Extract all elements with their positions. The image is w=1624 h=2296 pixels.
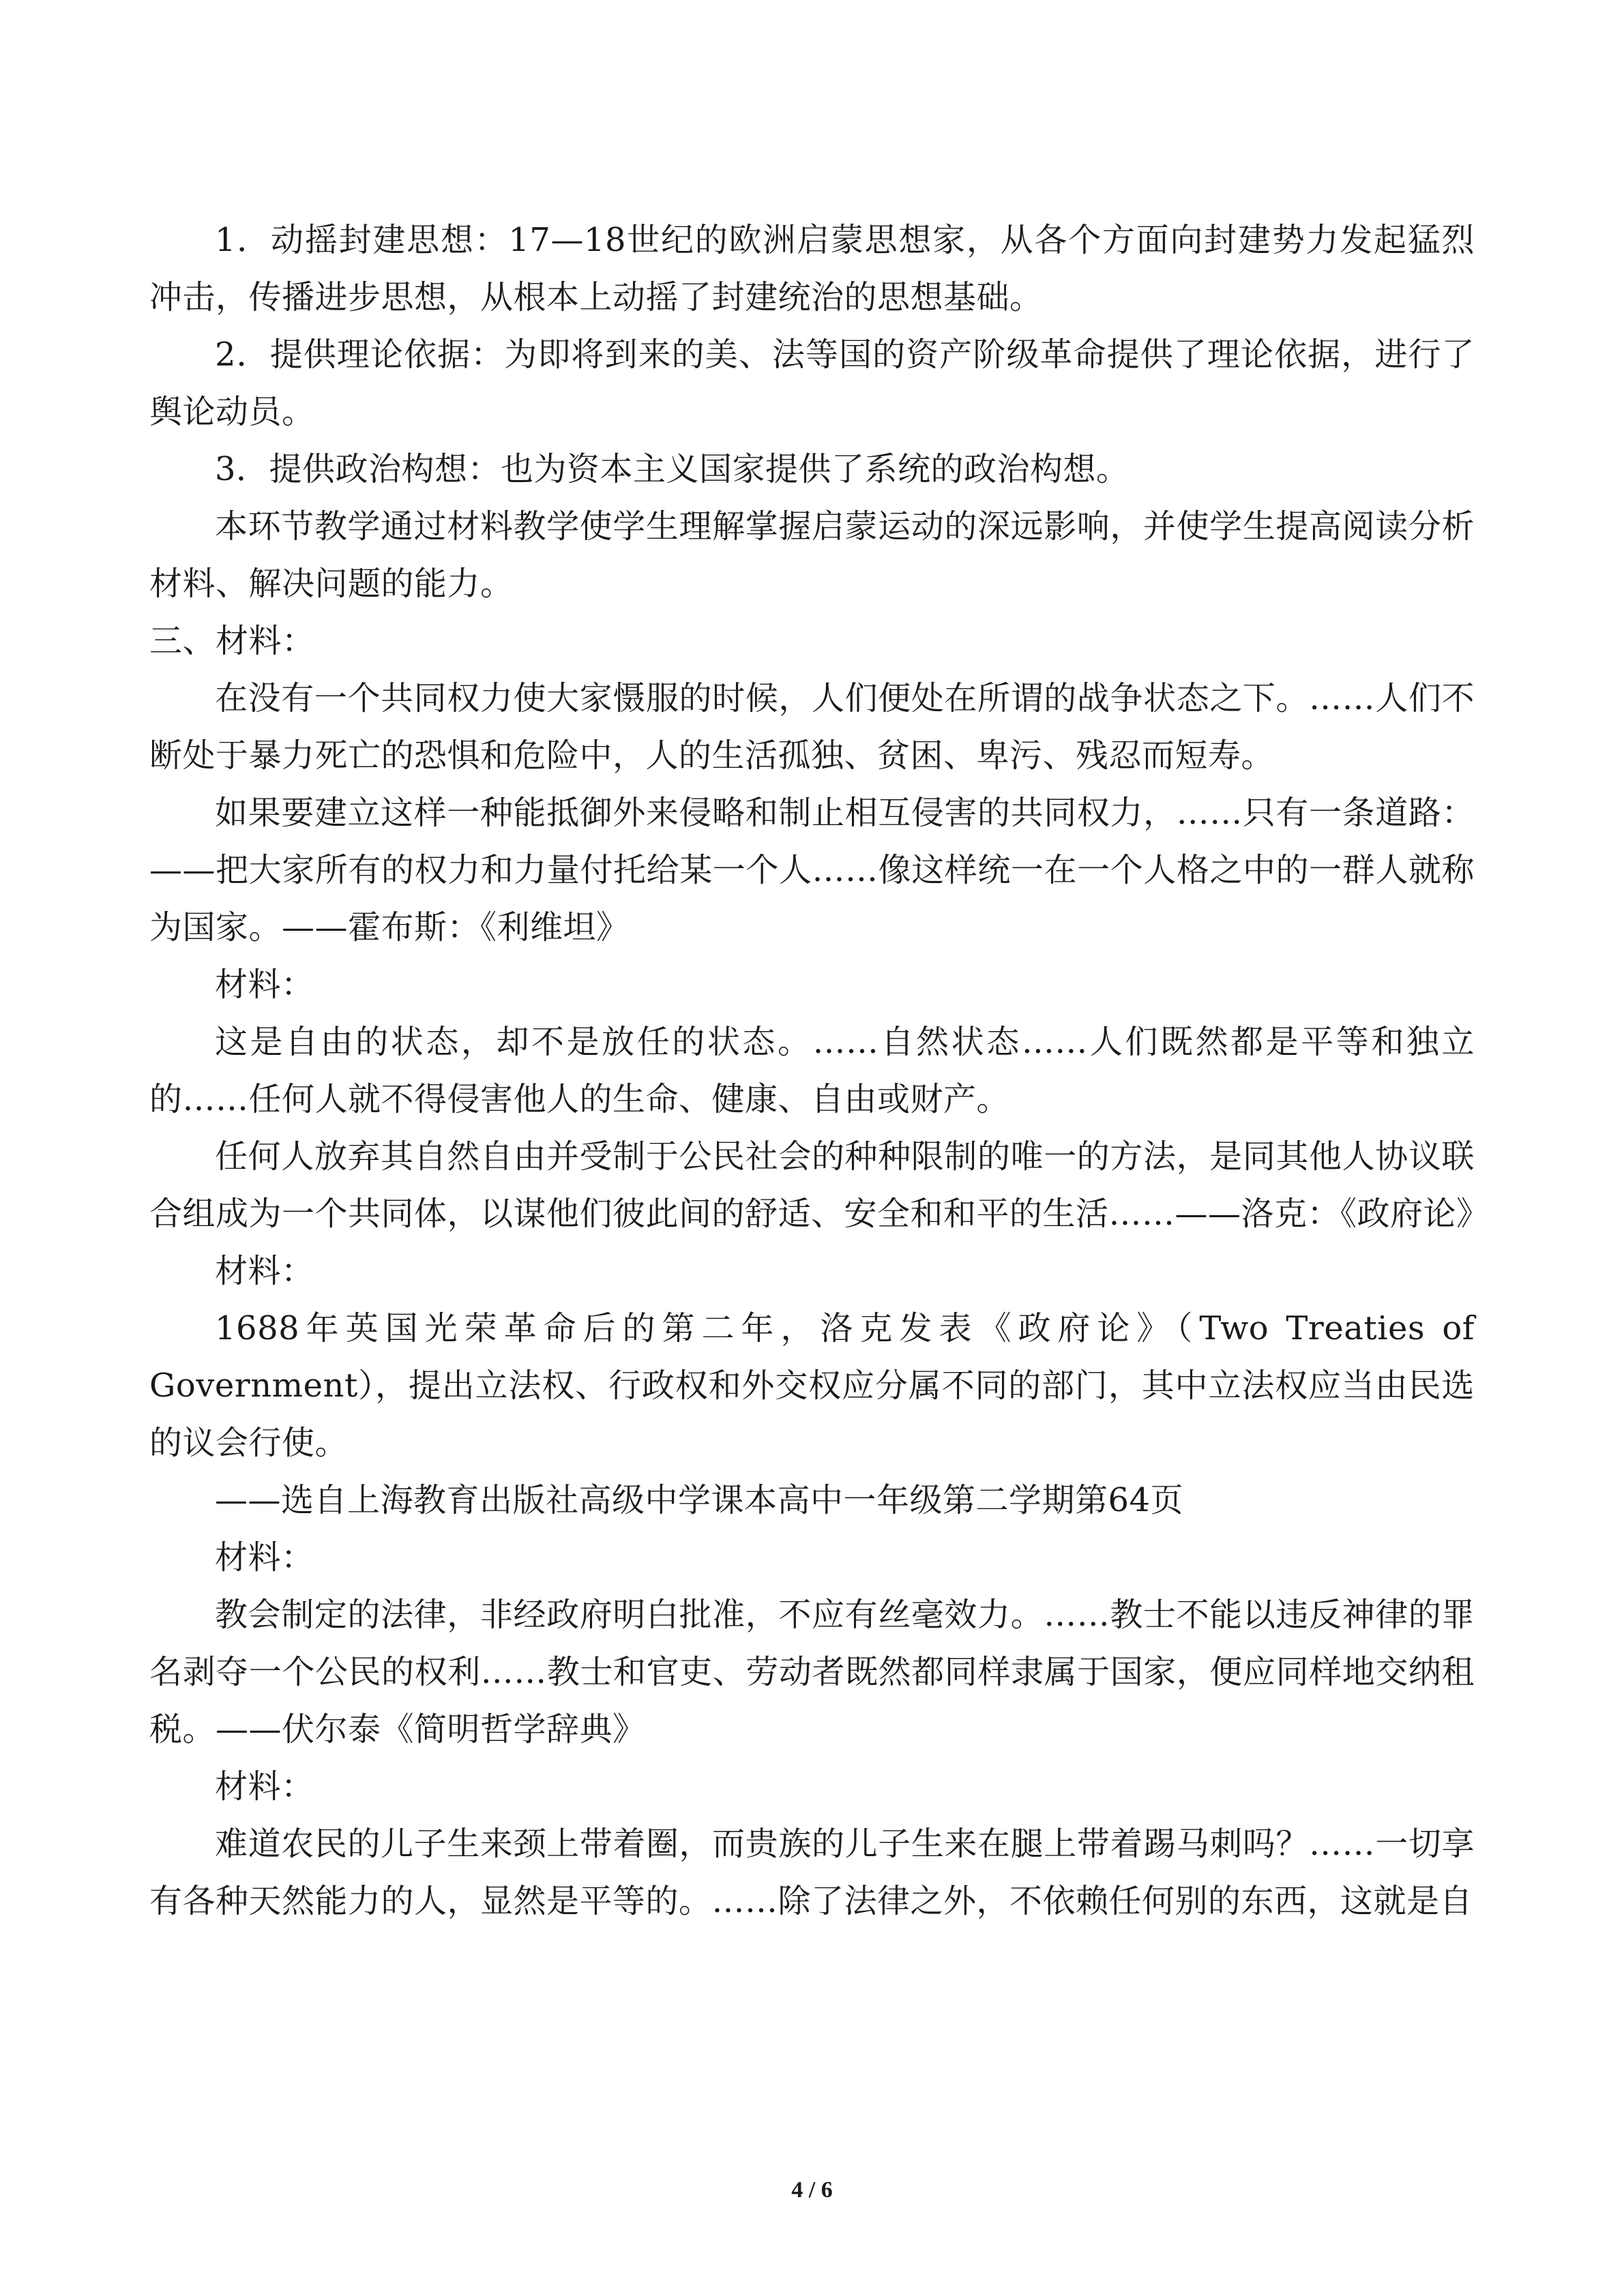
paragraph: 材料： <box>215 1252 314 1290</box>
paragraph: 材料： <box>215 966 314 1004</box>
paragraph: 材料： <box>215 1768 314 1806</box>
paragraph: 3．提供政治构想：也为资本主义国家提供了系统的政治构想。 <box>215 450 1130 488</box>
paragraph: 教会制定的法律，非经政府明白批准，不应有丝毫效力。……教士不能以违反神律的罪名剥夺一个公民的权利……教士和官吏、劳动者既然都同样隶属于国家，便应同样地交纳租税。——伏尔泰《简明哲学辞典》 <box>149 1596 1475 1748</box>
paragraph: 这是自由的状态，却不是放任的状态。……自然状态……人们既然都是平等和独立的……任何人就不得侵害他人的生命、健康、自由或财产。 <box>149 1023 1475 1118</box>
paragraph: 任何人放弃其自然自由并受制于公民社会的种种限制的唯一的方法，是同其他人协议联合组成为一个共同体，以谋他们彼此间的舒适、安全和和平的生活……——洛克：《政府论》 <box>149 1137 1490 1233</box>
paragraph: 2．提供理论依据：为即将到来的美、法等国的资产阶级革命提供了理论依据，进行了舆论动员。 <box>149 336 1475 431</box>
paragraph: 材料： <box>215 1538 314 1577</box>
paragraph: 三、材料： <box>149 622 315 660</box>
document-body <box>149 211 1490 1930</box>
paragraph: 如果要建立这样一种能抵御外来侵略和制止相互侵害的共同权力，……只有一条道路：——把大家所有的权力和力量付托给某一个人……像这样统一在一个人格之中的一群人就称为国家。——霍布斯：《利维坦》 <box>149 794 1475 946</box>
paragraph: 本环节教学通过材料教学使学生理解掌握启蒙运动的深远影响，并使学生提高阅读分析材料、解决问题的能力。 <box>149 507 1475 603</box>
page-number: 4 / 6 <box>791 2177 833 2203</box>
paragraph: 1688年英国光荣革命后的第二年，洛克发表《政府论》（Two Treaties of Government），提出立法权、行政权和外交权应分属不同的部门，其中立法权应当由民选的议会行使。 <box>149 1309 1475 1462</box>
paragraph: 在没有一个共同权力使大家慑服的时候，人们便处在所谓的战争状态之下。……人们不断处于暴力死亡的恐惧和危险中，人的生活孤独、贫困、卑污、残忍而短寿。 <box>149 679 1475 775</box>
paragraph: 1．动摇封建思想：17—18世纪的欧洲启蒙思想家，从各个方面向封建势力发起猛烈冲击，传播进步思想，从根本上动摇了封建统治的思想基础。 <box>149 221 1475 316</box>
paragraph: 难道农民的儿子生来颈上带着圈，而贵族的儿子生来在腿上带着踢马刺吗？……一切享有各种天然能力的人，显然是平等的。……除了法律之外，不依赖任何别的东西，这就是自 <box>149 1825 1475 1920</box>
paragraph: ——选自上海教育出版社高级中学课本高中一年级第二学期第64页 <box>215 1481 1184 1519</box>
